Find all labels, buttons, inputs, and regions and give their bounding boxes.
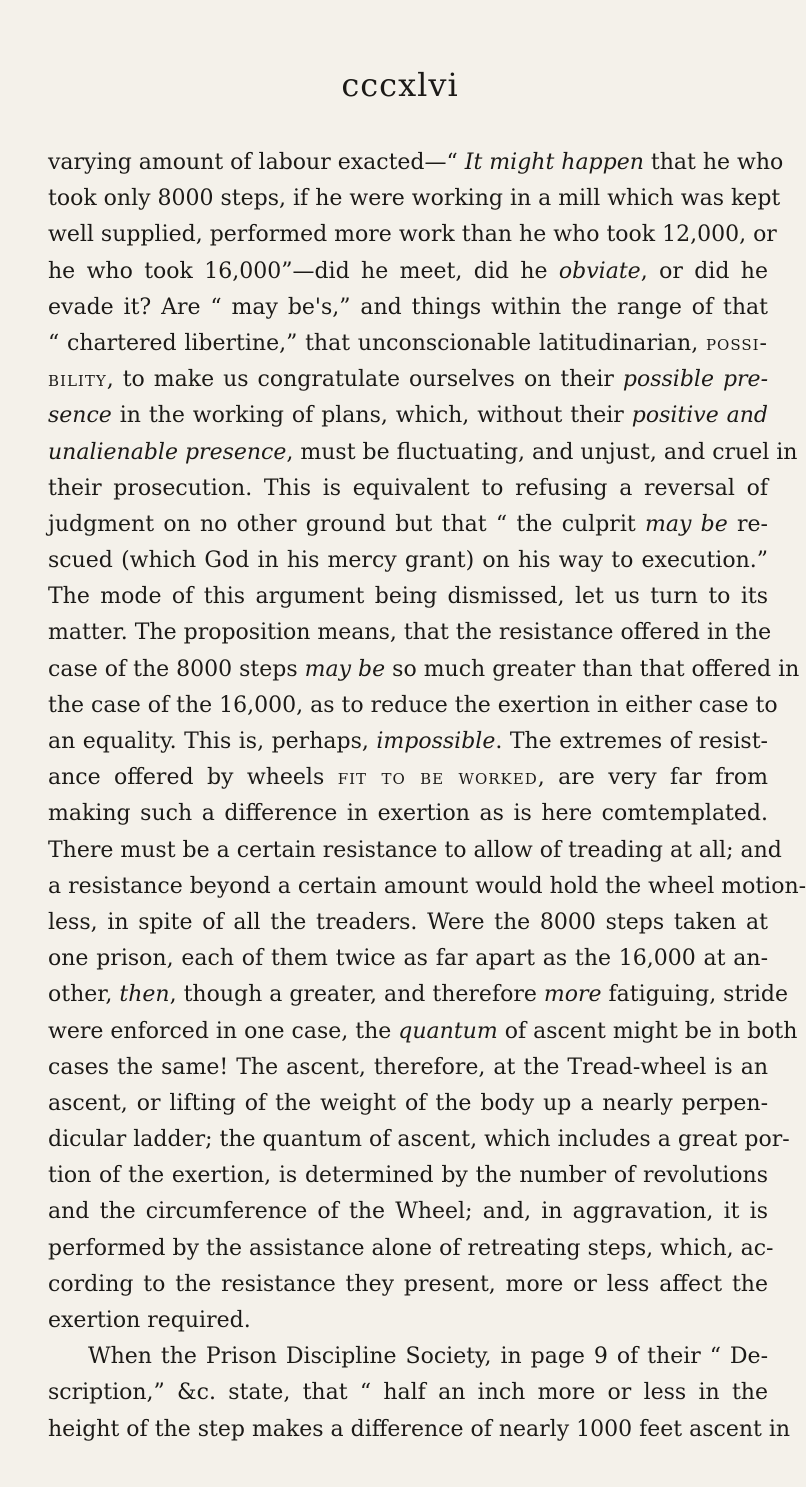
text-segment: matter. The proposition means, that the resistance offered in the xyxy=(48,620,772,646)
text-segment: The mode of this argument being dismissed, let us turn to its xyxy=(48,584,768,610)
text-segment: well supplied, performed more work than he who took 12,000, or xyxy=(48,222,777,248)
text-line xyxy=(48,1014,798,1050)
text-line xyxy=(48,1412,791,1448)
text-line xyxy=(48,760,768,796)
text-line xyxy=(48,796,768,832)
text-segment: the case of the 16,000, as to reduce the exertion in either case to xyxy=(48,692,778,718)
text-segment: dicular ladder; the quantum of ascent, which includes a great por- xyxy=(48,1127,790,1153)
text-segment: bility xyxy=(48,367,107,393)
text-line xyxy=(48,1194,768,1230)
text-segment: possi- xyxy=(705,330,768,356)
text-line xyxy=(48,1339,768,1375)
text-segment: may be xyxy=(644,511,728,537)
text-segment: , though a greater, and therefore xyxy=(169,982,544,1008)
text-line xyxy=(48,1158,768,1194)
text-line xyxy=(48,1231,774,1267)
text-line xyxy=(48,543,768,579)
text-segment: ascent, or lifting of the weight of the body up a nearly perpen- xyxy=(48,1090,768,1116)
text-line xyxy=(48,471,768,507)
text-segment: case of the 8000 steps xyxy=(48,656,305,682)
text-line xyxy=(48,398,768,434)
text-segment: unalienable presence xyxy=(48,439,287,465)
text-segment: scription,” &c. state, that “ half an inch more or less in the xyxy=(48,1380,768,1406)
text-segment: an equality. This is, perhaps, xyxy=(48,729,377,754)
text-line xyxy=(48,615,772,651)
text-segment: more xyxy=(543,982,602,1008)
text-line xyxy=(48,290,768,326)
text-line xyxy=(48,688,778,724)
text-line xyxy=(48,724,768,760)
text-segment: , are very far from xyxy=(537,765,768,791)
text-line xyxy=(48,977,788,1013)
text-segment: were enforced in one case, the xyxy=(48,1018,399,1044)
text-line xyxy=(48,217,777,253)
text-segment: may be xyxy=(304,656,386,682)
text-segment: of ascent might be in both xyxy=(497,1018,798,1044)
text-segment: There must be a certain resistance to allow of treading at all; and xyxy=(48,837,782,863)
text-segment: in the working of plans, which, without their xyxy=(111,403,632,429)
text-line xyxy=(48,941,768,977)
text-segment: their prosecution. This is equivalent to refusing a reversal of xyxy=(48,475,768,501)
text-segment: sence xyxy=(48,403,112,429)
text-segment: It might happen xyxy=(464,150,644,175)
text-segment: When the Prison Discipline Society, in page 9 of their “ De- xyxy=(88,1344,768,1370)
text-segment: so much greater than that offered in xyxy=(385,656,800,682)
text-line xyxy=(48,181,781,217)
text-segment: a resistance beyond a certain amount would hold the wheel motion- xyxy=(48,873,806,899)
text-segment: , must be fluctuating, and unjust, and cruel in xyxy=(286,439,798,465)
text-segment: and the circumference of the Wheel; and, in aggravation, it is xyxy=(48,1199,768,1225)
text-line xyxy=(48,507,768,543)
text-segment: scued (which God in his mercy grant) on his way to execution.” xyxy=(48,548,768,574)
text-segment: less, in spite of all the treaders. Were the 8000 steps taken at xyxy=(48,909,768,935)
text-line xyxy=(48,326,768,362)
text-segment: he who took 16,000”—did he meet, did he xyxy=(48,258,559,284)
text-segment: evade it? Are “ may be's,” and things within the range of that xyxy=(48,294,768,320)
text-line xyxy=(48,1267,768,1303)
text-segment: varying amount of labour exacted—“ xyxy=(48,150,465,175)
text-segment: then xyxy=(119,982,170,1008)
text-line xyxy=(48,254,768,290)
text-segment: “ chartered libertine,” that unconscionable latitudinarian, xyxy=(48,330,706,356)
body-text xyxy=(48,145,806,1448)
text-line xyxy=(48,362,768,398)
text-line xyxy=(48,435,798,471)
text-segment: quantum xyxy=(398,1018,498,1044)
text-line xyxy=(48,1050,768,1086)
text-line xyxy=(48,1086,768,1122)
text-segment: tion of the exertion, is determined by the number of revolutions xyxy=(48,1163,768,1189)
text-segment: , to make us congratulate ourselves on their xyxy=(106,367,623,393)
text-segment: fatiguing, stride xyxy=(601,982,788,1008)
text-line xyxy=(48,579,768,615)
page-number: cccxlvi xyxy=(341,66,459,104)
text-segment: obviate xyxy=(558,258,641,284)
text-segment: ance offered by wheels xyxy=(48,765,338,791)
text-segment: fit to be worked xyxy=(337,765,538,791)
text-segment: re- xyxy=(727,511,768,537)
text-segment: other, xyxy=(48,982,120,1008)
text-segment: took only 8000 steps, if he were working in a mill which was kept xyxy=(48,186,781,212)
text-segment: one prison, each of them twice as far apart as the 16,000 at an- xyxy=(48,946,768,972)
text-line xyxy=(48,1375,768,1411)
text-line xyxy=(48,833,782,869)
text-segment: cases the same! The ascent, therefore, at the Tread-wheel is an xyxy=(48,1054,768,1080)
text-segment: positive and xyxy=(631,403,768,429)
text-segment: cording to the resistance they present, more or less affect the xyxy=(48,1271,768,1297)
text-segment: exertion required. xyxy=(48,1308,251,1333)
text-line xyxy=(48,652,800,688)
text-line xyxy=(48,1303,768,1339)
text-segment: making such a difference in exertion as is here comtemplated. xyxy=(48,801,768,827)
text-segment: possible pre- xyxy=(622,367,768,393)
text-segment: performed by the assistance alone of retreating steps, which, ac- xyxy=(48,1235,774,1261)
text-line xyxy=(48,145,784,181)
text-line xyxy=(48,905,768,941)
text-segment: height of the step makes a difference of nearly 1000 feet ascent in xyxy=(48,1416,791,1442)
text-line xyxy=(48,1122,790,1158)
text-segment: , or did he xyxy=(640,258,768,284)
text-segment: that he who xyxy=(643,150,784,175)
text-line xyxy=(48,869,806,905)
text-segment: impossible xyxy=(376,729,496,754)
text-segment: judgment on no other ground but that “ the culprit xyxy=(48,511,645,537)
text-segment: . The extremes of resist- xyxy=(495,729,768,754)
